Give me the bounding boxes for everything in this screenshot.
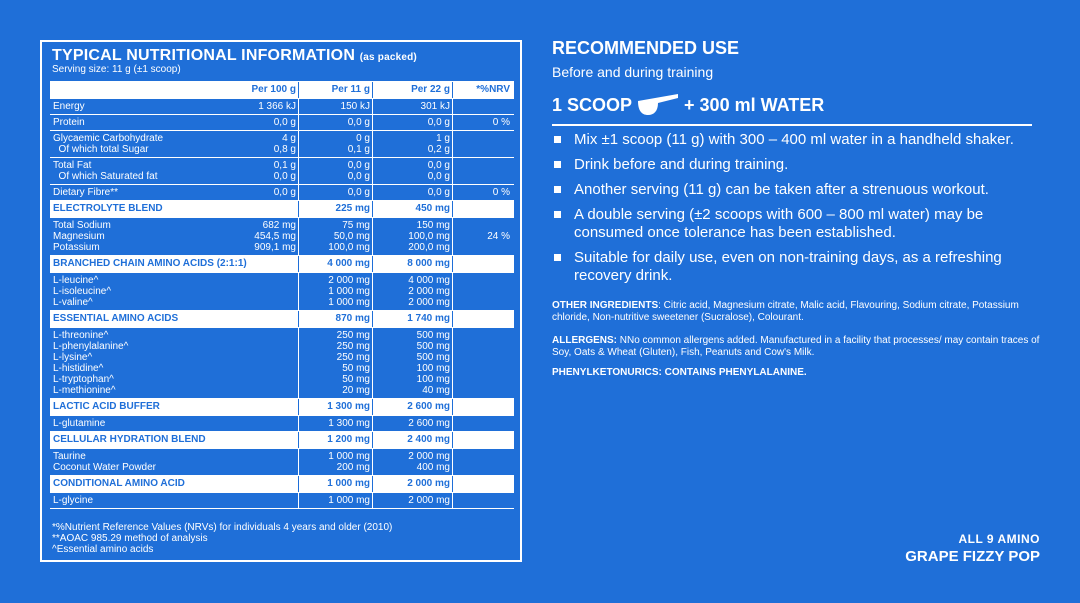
cell-line: 0,0 g — [347, 171, 370, 182]
table-cell — [225, 328, 299, 398]
usage-text: Mix ±1 scoop (11 g) with 300 – 400 ml water in a handheld shaker. — [574, 131, 1014, 148]
usage-item — [552, 156, 1042, 174]
table-row — [50, 416, 514, 432]
cell-line — [453, 330, 510, 341]
table-cell — [453, 399, 514, 415]
cell-line: Coconut Water Powder — [53, 462, 157, 473]
cell-line — [453, 432, 510, 448]
cell-line: 50,0 mg — [333, 231, 370, 242]
table-cell — [50, 158, 225, 184]
cell-line: L-glycine — [53, 495, 94, 506]
cell-line: 2 000 mg — [408, 451, 450, 462]
cell-line — [453, 399, 510, 415]
cell-line: CELLULAR HYDRATION BLEND — [53, 434, 206, 445]
cell-line — [225, 352, 296, 363]
recommended-title: RECOMMENDED USE — [552, 38, 740, 58]
table-cell — [225, 399, 299, 415]
cell-line — [225, 374, 296, 385]
cell-line: L-glutamine — [53, 418, 106, 429]
table-cell — [453, 158, 514, 184]
table-cell — [373, 131, 453, 157]
table-cell — [225, 158, 299, 184]
recommended-subtitle: Before and during training — [552, 64, 714, 80]
cell-line — [225, 363, 296, 374]
cell-line: 0 % — [492, 117, 510, 128]
cell-line — [453, 352, 510, 363]
pku-warning: PHENYLKETONURICS: CONTAINS PHENYLALANINE. — [552, 367, 807, 378]
cell-line — [453, 495, 510, 506]
usage-text: A double serving (±2 scoops with 600 – 800 ml water) may be consumed once tolerance has been established. — [574, 206, 984, 241]
cell-line — [453, 385, 510, 396]
cell-line: 250 mg — [336, 352, 370, 363]
table-cell — [453, 99, 514, 114]
cell-line: Of which total Sugar — [53, 144, 149, 155]
cell-line: 2 400 mg — [407, 434, 450, 445]
table-cell — [453, 256, 514, 272]
cell-line: 0,1 g — [273, 160, 296, 171]
table-cell — [50, 476, 225, 492]
table-cell — [225, 432, 299, 448]
cell-line: 250 mg — [336, 341, 370, 352]
cell-line: 1 000 mg — [328, 286, 370, 297]
table-cell — [299, 273, 373, 310]
cell-line: 0,0 g — [273, 171, 296, 182]
table-cell — [373, 185, 453, 200]
cell-line: 0 % — [492, 187, 510, 198]
table-cell — [225, 476, 299, 492]
table-cell — [453, 449, 514, 475]
header-cell: *%NRV — [476, 84, 510, 95]
cell-line — [453, 374, 510, 385]
cell-line: 1 g — [436, 133, 450, 144]
table-row — [50, 218, 514, 256]
table-cell — [373, 416, 453, 431]
table-cell — [50, 218, 225, 255]
cell-line: 301 kJ — [420, 101, 450, 112]
section-header-row — [50, 256, 514, 273]
cell-line — [225, 418, 296, 429]
cell-line: 0,0 g — [427, 171, 450, 182]
cell-line: 150 kJ — [340, 101, 370, 112]
cell-line: 1 740 mg — [407, 313, 450, 324]
cell-line — [225, 311, 296, 327]
table-row — [50, 328, 514, 399]
cell-line: 8 000 mg — [407, 258, 450, 269]
cell-line: 0,0 g — [273, 187, 296, 198]
cell-line: 0,0 g — [427, 117, 450, 128]
cell-line: 1 300 mg — [327, 401, 370, 412]
cell-line: 150 mg — [416, 220, 450, 231]
table-cell — [299, 218, 373, 255]
section-header-row — [50, 311, 514, 328]
cell-line: LACTIC ACID BUFFER — [53, 401, 160, 412]
table-row — [50, 115, 514, 131]
section-header-row — [50, 201, 514, 218]
cell-line — [453, 275, 510, 286]
cell-line: Total Sodium — [53, 220, 111, 231]
cell-line: Total Fat — [53, 160, 92, 171]
usage-text: Suitable for daily use, even on non-training days, as a refreshing recovery drink. — [574, 249, 1002, 284]
cell-line: 100,0 mg — [408, 231, 450, 242]
cell-line — [225, 495, 296, 506]
table-cell — [50, 311, 225, 327]
cell-line: Taurine — [53, 451, 86, 462]
table-cell — [453, 328, 514, 398]
table-cell — [50, 256, 247, 272]
cell-line: 0,0 g — [347, 187, 370, 198]
table-cell — [225, 449, 299, 475]
scoop-label: 1 SCOOP — [552, 94, 633, 115]
cell-line: L-valine^ — [53, 297, 93, 308]
cell-line — [453, 160, 510, 171]
table-cell — [50, 131, 225, 157]
other-ingredients: OTHER INGREDIENTS: Citric acid, Magnesium citrate, Malic acid, Flavouring, Sodium citrate, Potassium chloride, Non-nutritive sweetener (Sucralose), Colourant. — [552, 300, 1019, 323]
cell-line: Magnesium — [53, 231, 105, 242]
bullet-icon — [554, 161, 561, 168]
cell-line — [453, 286, 510, 297]
table-cell — [50, 201, 225, 217]
cell-line: 0,0 g — [347, 160, 370, 171]
table-cell — [225, 416, 299, 431]
cell-line: 0,2 g — [427, 144, 450, 155]
cell-line: L-methionine^ — [53, 385, 116, 396]
cell-line: 100,0 mg — [328, 242, 370, 253]
header-cell: Per 100 g — [225, 82, 299, 98]
cell-line: 450 mg — [415, 203, 450, 214]
cell-line: 50 mg — [342, 363, 370, 374]
cell-line: 225 mg — [335, 203, 370, 214]
table-row — [50, 131, 514, 158]
table-cell — [50, 449, 225, 475]
cell-line — [225, 297, 296, 308]
cell-line: 75 mg — [342, 220, 370, 231]
table-cell — [373, 311, 453, 327]
table-header — [50, 82, 514, 99]
table-cell — [225, 99, 299, 114]
nutrition-title: TYPICAL NUTRITIONAL INFORMATION (as packed) — [52, 47, 417, 64]
cell-line: 500 mg — [416, 341, 450, 352]
cell-line: 0 g — [356, 133, 370, 144]
table-cell — [225, 273, 299, 310]
cell-line — [453, 201, 510, 217]
table-cell — [50, 493, 225, 508]
table-row — [50, 185, 514, 201]
table-row — [50, 493, 514, 509]
table-cell — [50, 432, 225, 448]
section-header-row — [50, 432, 514, 449]
cell-line: 500 mg — [416, 352, 450, 363]
cell-line: 2 000 mg — [328, 275, 370, 286]
cell-line: L-isoleucine^ — [53, 286, 112, 297]
cell-line: 909,1 mg — [254, 242, 296, 253]
cell-line: 2 000 mg — [408, 286, 450, 297]
cell-line — [453, 133, 510, 144]
cell-line: 2 000 mg — [407, 478, 450, 489]
table-cell — [225, 311, 299, 327]
cell-line: L-tryptophan^ — [53, 374, 114, 385]
product-flavour: GRAPE FIZZY POP — [905, 548, 1040, 565]
cell-line — [453, 144, 510, 155]
cell-line: 0,0 g — [273, 117, 296, 128]
usage-text: Drink before and during training. — [574, 156, 789, 173]
cell-line — [453, 171, 510, 182]
cell-line: 1 000 mg — [328, 451, 370, 462]
cell-line — [225, 476, 296, 492]
cell-line: 454,5 mg — [254, 231, 296, 242]
cell-line — [225, 330, 296, 341]
cell-line: 0,0 g — [427, 160, 450, 171]
table-cell — [299, 493, 373, 508]
table-cell — [373, 476, 453, 492]
cell-line — [225, 201, 296, 217]
cell-line: 0,0 g — [427, 187, 450, 198]
header-cell: Per 22 g — [373, 82, 453, 98]
table-cell — [373, 201, 453, 217]
table-cell — [50, 273, 225, 310]
table-cell — [225, 185, 299, 200]
usage-list — [552, 131, 1042, 292]
table-cell — [225, 256, 299, 272]
cell-line: 2 000 mg — [408, 495, 450, 506]
cell-line: Dietary Fibre** — [53, 187, 119, 198]
cell-line: 0,0 g — [347, 117, 370, 128]
cell-line: CONDITIONAL AMINO ACID — [53, 478, 185, 489]
bullet-icon — [554, 254, 561, 261]
cell-line: 2 600 mg — [408, 418, 450, 429]
serving-size: Serving size: 11 g (±1 scoop) — [52, 64, 181, 75]
cell-line: 1 300 mg — [328, 418, 370, 429]
table-cell — [299, 256, 373, 272]
cell-line — [225, 385, 296, 396]
cell-line: 2 000 mg — [408, 297, 450, 308]
cell-line: 200,0 mg — [408, 242, 450, 253]
cell-line: 2 600 mg — [407, 401, 450, 412]
table-cell — [453, 185, 514, 200]
table-cell — [50, 99, 225, 114]
table-cell — [50, 115, 225, 130]
table-cell — [373, 493, 453, 508]
cell-line: Glycaemic Carbohydrate — [53, 133, 164, 144]
cell-line: Energy — [53, 101, 85, 112]
table-cell — [299, 99, 373, 114]
cell-line: L-phenylalanine^ — [53, 341, 129, 352]
cell-line: Potassium — [53, 242, 100, 253]
allergens: ALLERGENS: NNo common allergens added. Manufactured in a facility that processes/ may contain traces of Soy, Oats & Wheat (Gluten), Fish, Peanuts and Cow's Milk. — [552, 335, 1040, 358]
table-cell — [50, 416, 225, 431]
cell-line — [225, 432, 296, 448]
cell-line: L-histidine^ — [53, 363, 104, 374]
cell-line: 250 mg — [336, 330, 370, 341]
usage-item — [552, 181, 1042, 199]
cell-line: 1 366 kJ — [258, 101, 296, 112]
cell-line — [225, 286, 296, 297]
product-line: ALL 9 AMINO — [958, 532, 1040, 546]
cell-line: 100 mg — [416, 363, 450, 374]
table-cell — [373, 218, 453, 255]
table-cell — [50, 185, 225, 200]
table-cell — [453, 493, 514, 508]
cell-line: ELECTROLYTE BLEND — [53, 203, 163, 214]
cell-line: 1 000 mg — [328, 495, 370, 506]
cell-line — [453, 363, 510, 374]
title-note: (as packed) — [359, 52, 417, 63]
table-cell — [373, 115, 453, 130]
usage-item — [552, 249, 1042, 285]
table-row — [50, 99, 514, 115]
table-cell — [299, 158, 373, 184]
bullet-icon — [554, 136, 561, 143]
scoop-icon — [636, 93, 680, 117]
cell-line: 4 000 mg — [327, 258, 370, 269]
cell-line — [453, 462, 510, 473]
cell-line — [453, 297, 510, 308]
cell-line: 1 200 mg — [327, 434, 370, 445]
table-row — [50, 449, 514, 476]
table-row — [50, 158, 514, 185]
section-header-row — [50, 476, 514, 493]
recommended-use — [552, 38, 1052, 378]
table-cell — [299, 185, 373, 200]
table-cell — [453, 311, 514, 327]
usage-item — [552, 131, 1042, 149]
table-cell — [453, 273, 514, 310]
cell-line: 24 % — [487, 231, 510, 242]
table-cell — [225, 115, 299, 130]
table-cell — [453, 476, 514, 492]
header-cell — [50, 82, 225, 98]
cell-line — [453, 311, 510, 327]
cell-line: 400 mg — [416, 462, 450, 473]
table-cell — [50, 328, 225, 398]
table-cell — [453, 416, 514, 431]
cell-line — [453, 256, 510, 272]
cell-line — [453, 341, 510, 352]
cell-line: 20 mg — [342, 385, 370, 396]
cell-line — [225, 399, 296, 415]
cell-line: 500 mg — [416, 330, 450, 341]
table-cell — [299, 311, 373, 327]
cell-line: L-lysine^ — [53, 352, 93, 363]
table-cell — [299, 328, 373, 398]
water-label: + 300 ml WATER — [684, 94, 825, 115]
cell-line: 1 000 mg — [328, 297, 370, 308]
table-cell — [453, 432, 514, 448]
table-cell — [373, 158, 453, 184]
table-cell — [373, 328, 453, 398]
footnotes: *%Nutrient Reference Values (NRVs) for individuals 4 years and older (2010) **AOAC 985.29 method of analysis ^Essential amino acids — [52, 522, 393, 555]
cell-line: 4 g — [282, 133, 296, 144]
table-cell — [299, 432, 373, 448]
table-cell — [225, 493, 299, 508]
cell-line: L-leucine^ — [53, 275, 99, 286]
cell-line — [225, 451, 296, 462]
table-cell — [299, 416, 373, 431]
table-cell — [373, 99, 453, 114]
nutrition-table — [50, 81, 514, 509]
cell-line: 4 000 mg — [408, 275, 450, 286]
cell-line: Protein — [53, 117, 85, 128]
cell-line — [453, 451, 510, 462]
table-cell — [453, 115, 514, 130]
table-cell — [299, 115, 373, 130]
cell-line: 40 mg — [422, 385, 450, 396]
cell-line: BRANCHED CHAIN AMINO ACIDS (2:1:1) — [53, 258, 247, 269]
cell-line — [453, 101, 510, 112]
table-cell — [373, 399, 453, 415]
cell-line — [453, 242, 510, 253]
usage-item — [552, 206, 1042, 242]
nutrition-panel — [40, 40, 522, 562]
cell-line — [225, 275, 296, 286]
dosage-line — [552, 93, 824, 117]
header-cell: Per 11 g — [299, 82, 373, 98]
table-cell — [453, 218, 514, 255]
product-name — [905, 532, 1040, 565]
section-header-row — [50, 399, 514, 416]
cell-line — [453, 476, 510, 492]
cell-line: ESSENTIAL AMINO ACIDS — [53, 313, 179, 324]
table-cell — [453, 131, 514, 157]
bullet-icon — [554, 211, 561, 218]
cell-line: Of which Saturated fat — [53, 171, 158, 182]
usage-text: Another serving (11 g) can be taken after a strenuous workout. — [574, 181, 989, 198]
table-cell — [225, 218, 299, 255]
table-cell — [225, 201, 299, 217]
cell-line: L-threonine^ — [53, 330, 109, 341]
table-cell — [299, 131, 373, 157]
table-cell — [50, 399, 225, 415]
table-cell — [299, 476, 373, 492]
table-cell — [373, 273, 453, 310]
divider — [552, 124, 1032, 126]
table-cell — [373, 432, 453, 448]
cell-line: 50 mg — [342, 374, 370, 385]
table-cell — [299, 201, 373, 217]
cell-line: 1 000 mg — [327, 478, 370, 489]
cell-line: 0,8 g — [273, 144, 296, 155]
table-cell — [373, 449, 453, 475]
cell-line — [225, 256, 296, 272]
table-cell — [225, 131, 299, 157]
cell-line: 200 mg — [336, 462, 370, 473]
cell-line: 0,1 g — [347, 144, 370, 155]
cell-line: 870 mg — [335, 313, 370, 324]
table-cell — [299, 449, 373, 475]
table-cell — [373, 256, 453, 272]
cell-line: 100 mg — [416, 374, 450, 385]
cell-line: 682 mg — [262, 220, 296, 231]
cell-line — [453, 418, 510, 429]
table-row — [50, 273, 514, 311]
cell-line — [225, 341, 296, 352]
table-cell — [299, 399, 373, 415]
cell-line — [225, 462, 296, 473]
cell-line — [453, 220, 510, 231]
table-cell — [453, 201, 514, 217]
bullet-icon — [554, 186, 561, 193]
